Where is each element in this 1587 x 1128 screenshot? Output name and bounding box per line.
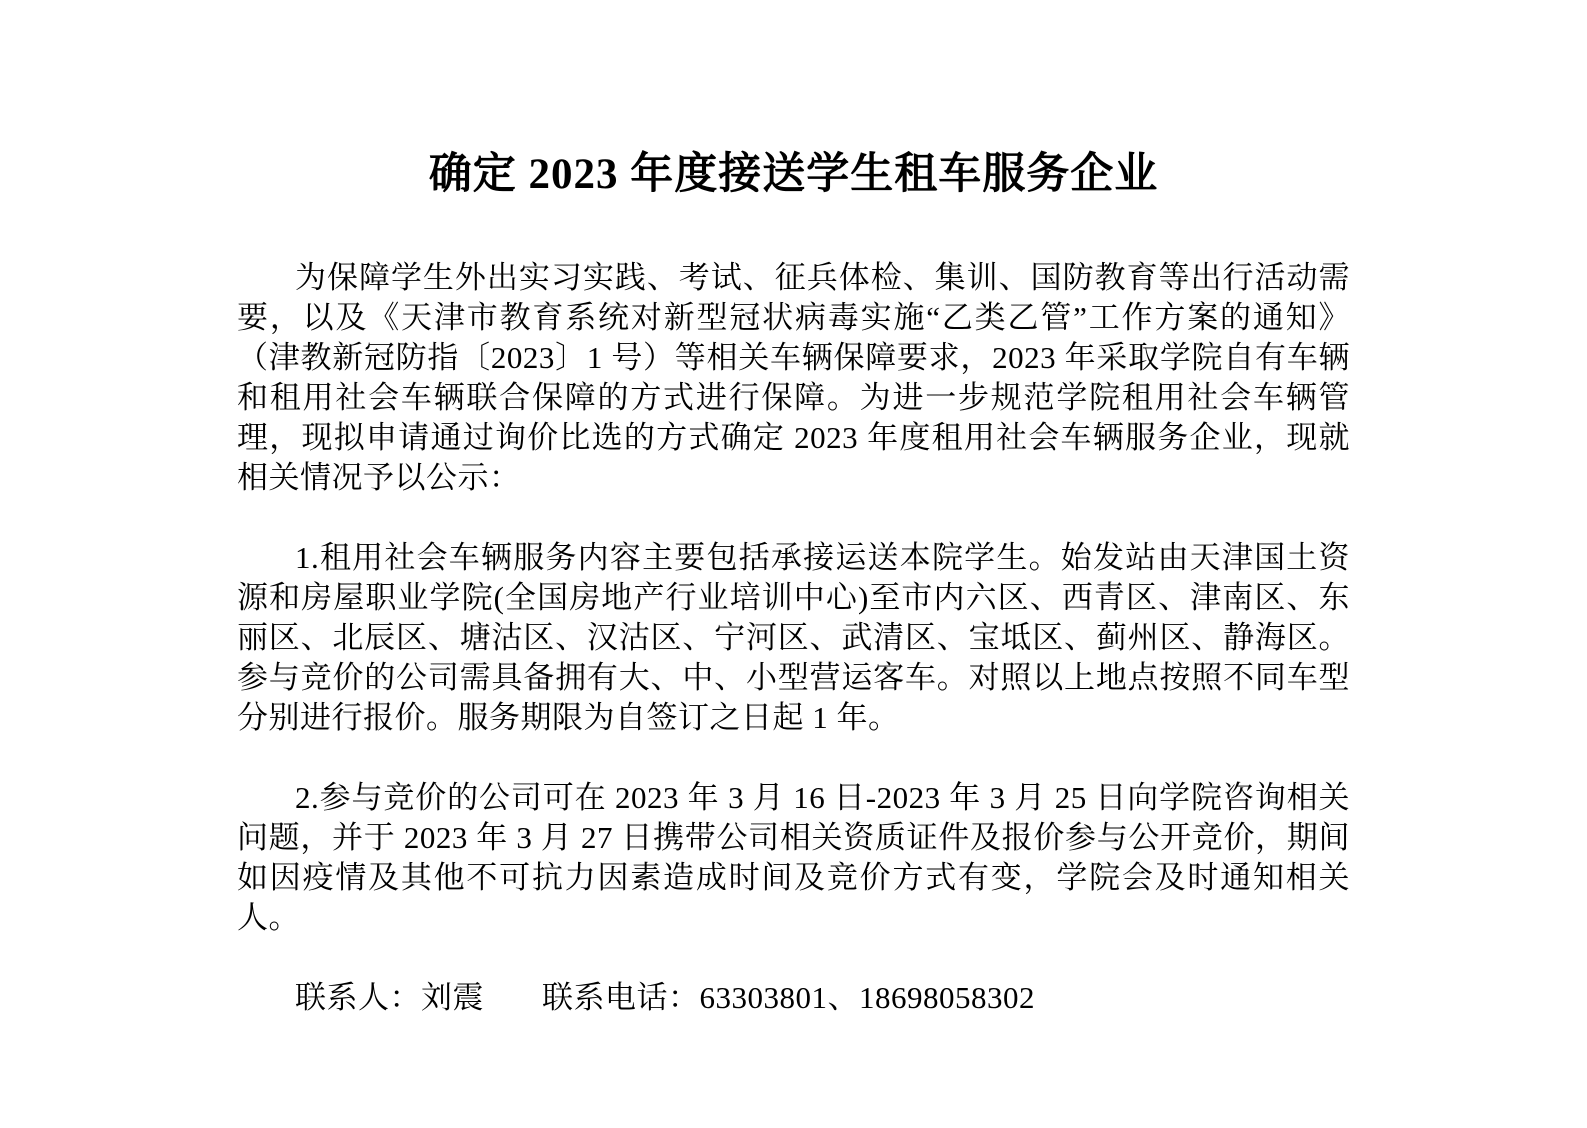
- paragraph-intro: 为保障学生外出实习实践、考试、征兵体检、集训、国防教育等出行活动需要，以及《天津市教育系统对新型冠状病毒实施“乙类乙管”工作方案的通知》（津教新冠防指〔2023〕1 号）等相关车辆保障要求，2023 年采取学院自有车辆和租用社会车辆联合保障的方式进行保障。为进一步规范学院租用社会车辆管理，现拟申请通过询价比选的方式确定 2023 年度租用社会车辆服务企业，现就相关情况予以公示：: [237, 259, 1350, 495]
- paragraph-item-2: 2.参与竞价的公司可在 2023 年 3 月 16 日-2023 年 3 月 25 日向学院咨询相关问题，并于 2023 年 3 月 27 日携带公司相关资质证件及报价参与公开竞价，期间如因疫情及其他不可抗力因素造成时间及竞价方式有变，学院会及时通知相关人。: [237, 779, 1350, 935]
- document-title: 确定 2023 年度接送学生租车服务企业: [428, 151, 1159, 198]
- contact-person-name: 刘震: [421, 979, 484, 1015]
- contact-phone-numbers: 63303801、18698058302: [699, 979, 1035, 1015]
- contact-line: [237, 978, 1350, 1018]
- contact-phone-label: 联系电话：: [542, 979, 700, 1015]
- paragraph-item-1: 1.租用社会车辆服务内容主要包括承接运送本院学生。始发站由天津国土资源和房屋职业学院(全国房地产行业培训中心)至市内六区、西青区、津南区、东丽区、北辰区、塘沽区、汉沽区、宁河区、武清区、宝坻区、蓟州区、静海区。参与竞价的公司需具备拥有大、中、小型营运客车。对照以上地点按照不同车型分别进行报价。服务期限为自签订之日起 1 年。: [237, 539, 1350, 735]
- contact-person-label: 联系人：: [295, 979, 421, 1015]
